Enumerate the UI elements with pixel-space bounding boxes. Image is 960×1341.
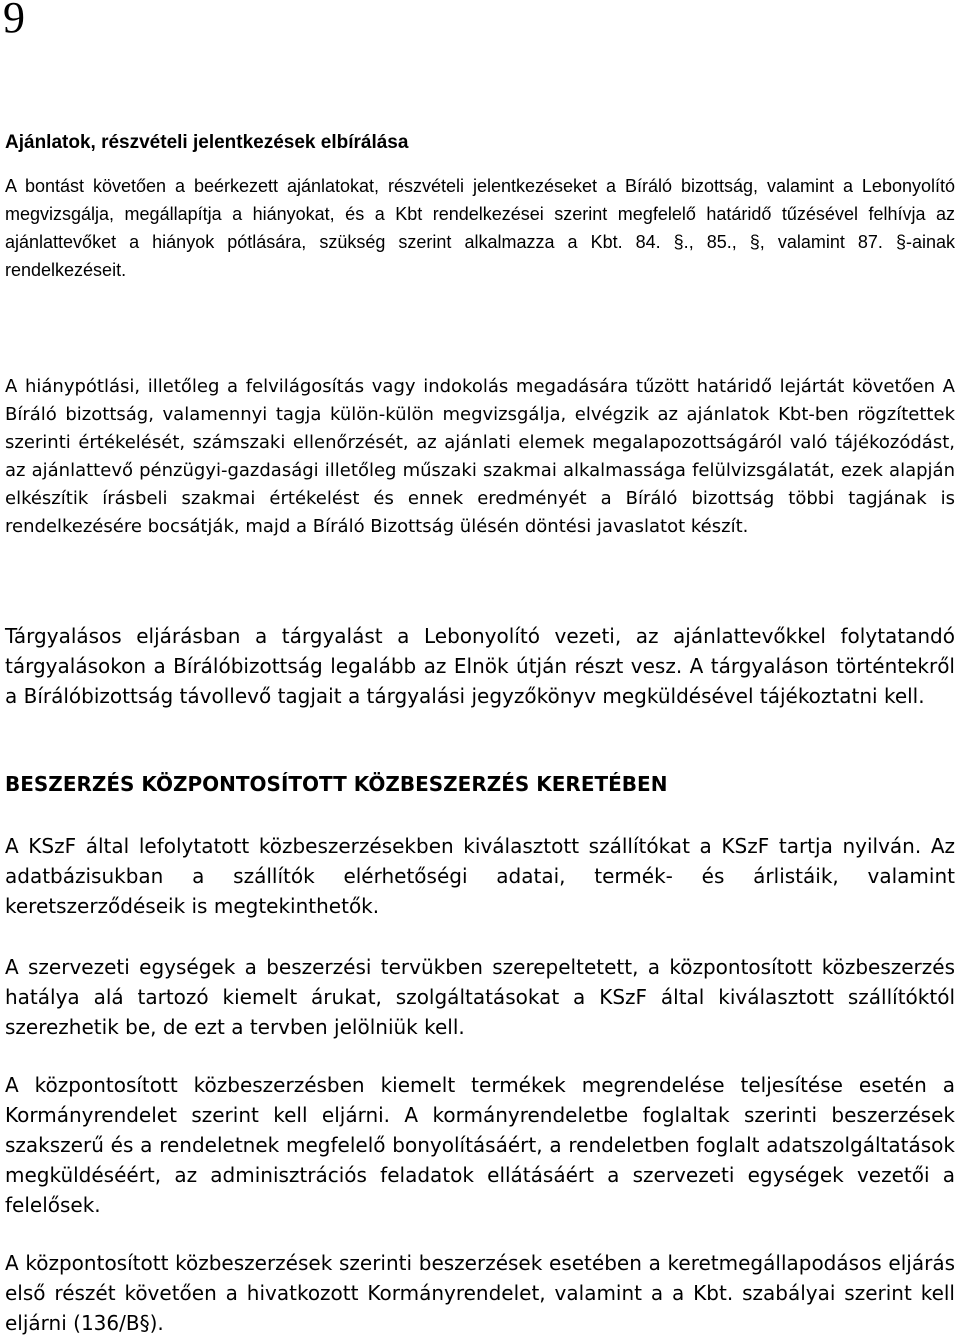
paragraph: A bontást követően a beérkezett ajánlatokat, részvételi jelentkezéseket a Bíráló bizottság, valamint a Lebonyolító megvizsgálja, megállapítja a hiányokat, és a Kbt rendelkezései szerint megfelelő határidő tűzésével felhívja az ajánlattevőket a hiányok pótlására, szükség szerint alkalmazza a Kbt. 84. §., 85., §, valamint 87. §-ainak rendelkezéseit.: [5, 176, 955, 280]
section-heading: Ajánlatok, részvételi jelentkezések elbírálása: [5, 132, 409, 153]
paragraph: A hiánypótlási, illetőleg a felvilágosítás vagy indokolás megadására tűzött határidő lejártát követően A Bíráló bizottság, valamennyi tagja külön-külön megvizsgálja, elvégzik az ajánlatok Kbt-ben rögzítettek szerinti értékelését, számszaki ellenőrzését, az ajánlati elemek megalapozottságáról való tájékozódást, az ajánlattevő pénzügyi-gazdasági illetőleg műszaki szakmai alkalmassága felülvizsgálatát, ezek alapján elkészítik írásbeli szakmai értékelést és ennek eredményét a Bíráló bizottság többi tagjának is rendelkezésére bocsátják, majd a Bíráló Bizottság ülésén döntési javaslatot készít.: [5, 376, 955, 537]
page-number: 9: [3, 0, 25, 42]
section-heading: BESZERZÉS KÖZPONTOSÍTOTT KÖZBESZERZÉS KERETÉBEN: [5, 772, 668, 796]
paragraph: A szervezeti egységek a beszerzési tervükben szerepeltetett, a központosított közbeszerzés hatálya alá tartozó kiemelt árukat, szolgáltatásokat a KSzF által kiválasztott szállítóktól szerezhetik be, de ezt a tervben jelölniük kell.: [5, 955, 955, 1039]
paragraph: A központosított közbeszerzések szerinti beszerzések esetében a keretmegállapodásos eljárás első részét követően a hivatkozott Kormányrendelet, valamint a a Kbt. szabályai szerint kell eljárni (136/B§).: [5, 1251, 955, 1335]
paragraph: A központosított közbeszerzésben kiemelt termékek megrendelése teljesítése esetén a Kormányrendelet szerint kell eljárni. A kormányrendeletbe foglaltak szerinti beszerzések szakszerű és a rendeletnek megfelelő bonyolításáért, a rendeletben foglalt adatszolgáltatások megküldéséért, az adminisztrációs feladatok ellátásáért a szervezeti egységek vezetői a felelősek.: [5, 1073, 955, 1217]
paragraph: A KSzF által lefolytatott közbeszerzésekben kiválasztott szállítókat a KSzF tartja nyilván. Az adatbázisukban a szállítók elérhetőségi adatai, termék- és árlistáik, valamint keretszerződéseik is megtekinthetők.: [5, 834, 955, 918]
paragraph: Tárgyalásos eljárásban a tárgyalást a Lebonyolító vezeti, az ajánlattevőkkel folytatandó tárgyalásokon a Bírálóbizottság legalább az Elnök útján részt vesz. A tárgyaláson történtekről a Bírálóbizottság távollevő tagjait a tárgyalási jegyzőkönyv megküldésével tájékoztatni kell.: [5, 624, 955, 708]
